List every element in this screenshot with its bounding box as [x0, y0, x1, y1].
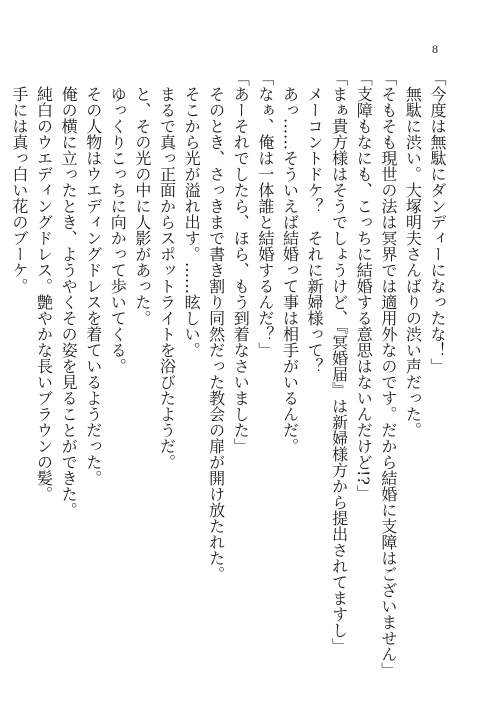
vertical-text-body: [6, 70, 449, 678]
text-line: そのとき、さっきまで書き割り同然だった教会の扉が開け放たれた。: [206, 70, 226, 582]
text-line: 純白のウエディングドレス。艶やかな長いブラウンの髪。: [34, 70, 54, 502]
text-line: 「支障もなにも、こっちに結婚する意思はないんだけど!?」: [354, 70, 374, 502]
text-line: そこから光が溢れ出す。……眩しい。: [182, 70, 202, 358]
page-number: 8: [432, 42, 438, 56]
text-line: 「あーそれでしたら、ほら、もう到着なさいました」: [231, 70, 251, 454]
text-line: ゆっくりこっちに向かって歩いてくる。: [108, 70, 128, 374]
text-line: 手には真っ白い花のブーケ。: [9, 70, 29, 294]
text-line: 「まぁ貴方様はそうでしょうけど、『冥婚届』は新婦様方から提出されてますし」: [329, 70, 349, 654]
text-line: 「そもそも現世の法は冥界では適用外なのです。だから結婚に支障はございません」: [378, 70, 398, 678]
text-line: 「今度は無駄にダンディーになったな！」: [428, 70, 447, 374]
text-line: 無駄に渋い。大塚明夫さんばりの渋い声だった。: [403, 70, 423, 438]
text-line: メーコントドケ？ それに新婦様って？: [305, 70, 325, 374]
text-line: その人物はウエディングドレスを着ているようだった。: [83, 70, 103, 486]
text-line: あっ……そういえば結婚って事は相手がいるんだ。: [280, 70, 300, 454]
text-line: 俺の横に立ったとき、ようやくその姿を見ることができた。: [59, 70, 79, 518]
text-line: 「なぁ、俺は一体誰と結婚するんだ？」: [255, 70, 275, 358]
text-line: と、その光の中に人影があった。: [132, 70, 152, 326]
text-line: まるで真っ正面からスポットライトを浴びたようだ。: [157, 70, 177, 470]
